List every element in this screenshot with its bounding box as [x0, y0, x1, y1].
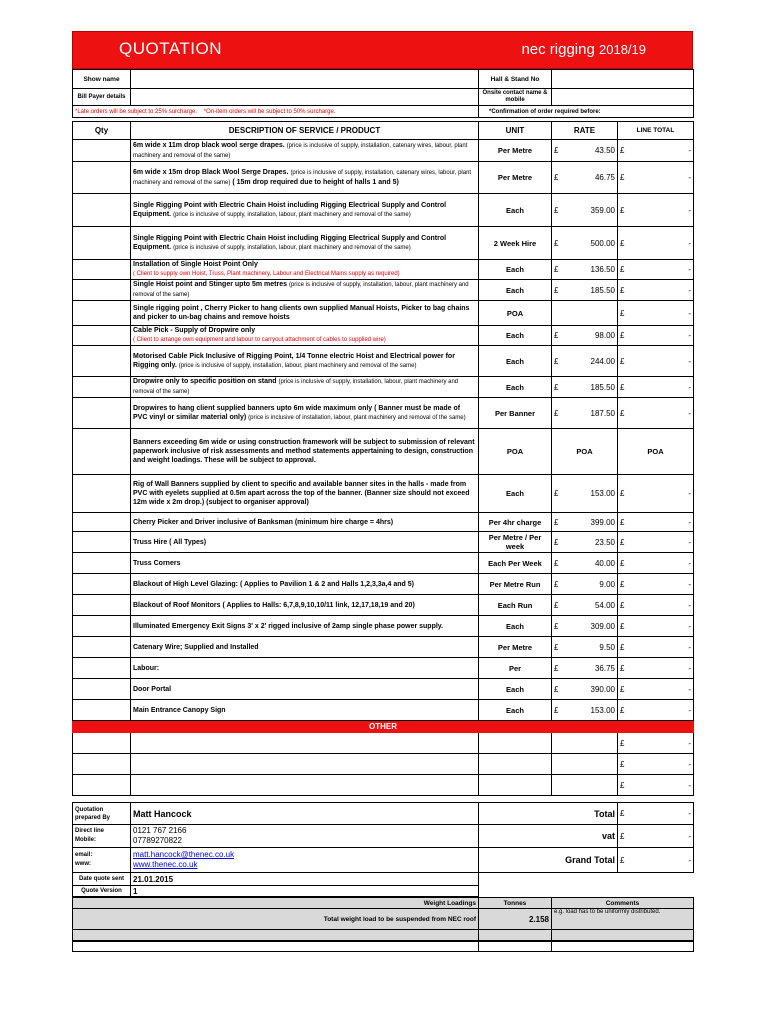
qty-cell[interactable]	[73, 553, 131, 574]
rate-cell[interactable]	[552, 775, 618, 796]
qty-cell[interactable]	[73, 162, 131, 194]
description-cell: Single rigging point , Cherry Picker to hang clients own supplied Manual Hoists, Picker to bag chains and picker to un-bag chains and remove hoists	[131, 301, 479, 326]
table-row	[73, 346, 694, 377]
unit-cell: POA	[479, 429, 552, 475]
qty-cell[interactable]	[73, 429, 131, 475]
unit-cell: Each Per Week	[479, 553, 552, 574]
tonnes-label: Tonnes	[479, 898, 552, 909]
total-weight-value: 2.158	[479, 909, 552, 930]
email-www-labels: email: www:	[73, 848, 131, 873]
description-cell[interactable]	[131, 754, 479, 775]
rate-cell: POA	[552, 429, 618, 475]
unit-cell[interactable]	[479, 733, 552, 754]
rate-cell	[552, 301, 618, 326]
rate-cell: £ 43.50	[552, 140, 618, 162]
description-cell: Installation of Single Hoist Point Only ( Client to supply own Hoist, Truss, Plant machinery, Labour and Electrical Mains supply as required)	[131, 260, 479, 280]
footer-table	[72, 802, 694, 897]
grand-total-value: £ -	[618, 848, 694, 873]
table-row	[73, 162, 694, 194]
col-rate: RATE	[552, 122, 618, 140]
qty-cell[interactable]	[73, 658, 131, 679]
qty-cell[interactable]	[73, 733, 131, 754]
title-banner	[72, 31, 693, 69]
onsite-contact-label: Onsite contact name & mobile	[479, 89, 552, 106]
rate-cell: £ 185.50	[552, 377, 618, 398]
qty-cell[interactable]	[73, 346, 131, 377]
qty-cell[interactable]	[73, 227, 131, 260]
bottom-spacer	[72, 941, 694, 952]
table-row	[73, 429, 694, 475]
rate-cell: £ 390.00	[552, 679, 618, 700]
total-weight-label: Total weight load to be suspended from NEC roof	[73, 909, 479, 930]
qty-cell[interactable]	[73, 194, 131, 227]
direct-line: 0121 767 2166	[133, 826, 187, 835]
table-row	[73, 637, 694, 658]
email-link[interactable]: matt.hancock@thenec.co.uk	[133, 850, 235, 859]
description-cell: Dropwires to hang client supplied banners upto 6m wide maximum only ( Banner must be made of PVC vinyl or similar material only) (price is inclusive of installation, labour, plant machinery and removal of the same)	[131, 398, 479, 429]
line-total-cell: £ -	[618, 637, 694, 658]
total-label: Total	[479, 803, 618, 825]
unit-cell: Each	[479, 326, 552, 346]
description-cell: Labour:	[131, 658, 479, 679]
qty-cell[interactable]	[73, 700, 131, 721]
line-total-cell: £ -	[618, 679, 694, 700]
grand-total-label: Grand Total	[479, 848, 618, 873]
line-total-cell: £ -	[618, 700, 694, 721]
year-label: 2018/19	[599, 42, 646, 57]
col-unit: UNIT	[479, 122, 552, 140]
prepared-by-value: Matt Hancock	[131, 803, 479, 825]
description-cell: 6m wide x 15m drop Black Wool Serge Drapes. (price is inclusive of supply, installation, catenary wires, labour, plant machinery and removal of the same) ( 15m drop required due to height of halls 1 and 5)	[131, 162, 479, 194]
description-cell: Cherry Picker and Driver inclusive of Banksman (minimum hire charge = 4hrs)	[131, 513, 479, 532]
table-row	[73, 326, 694, 346]
line-total-cell: £ -	[618, 377, 694, 398]
prepared-by-label: Quotation prepared By	[73, 803, 131, 825]
bill-payer-field[interactable]	[131, 89, 479, 106]
rate-cell: £ 187.50	[552, 398, 618, 429]
col-qty: Qty	[73, 122, 131, 140]
show-name-label: Show name	[73, 70, 131, 89]
description-cell: Dropwire only to specific position on stand (price is inclusive of supply, installation, labour, plant machinery and removal of the same)	[131, 377, 479, 398]
quotation-sheet	[72, 31, 693, 952]
unit-cell: 2 Week Hire	[479, 227, 552, 260]
qty-cell[interactable]	[73, 574, 131, 595]
page-title: QUOTATION	[119, 39, 223, 58]
description-cell: Door Portal	[131, 679, 479, 700]
description-cell: Single Rigging Point with Electric Chain Hoist including Rigging Electrical Supply and Control Equipment. (price is inclusive of supply, installation, labour, plant machinery and removal of the same)	[131, 227, 479, 260]
line-total-cell: £ -	[618, 280, 694, 301]
qty-cell[interactable]	[73, 398, 131, 429]
table-row	[73, 679, 694, 700]
item-rows	[73, 140, 694, 721]
qty-cell[interactable]	[73, 301, 131, 326]
hall-stand-label: Hall & Stand No	[479, 70, 552, 89]
line-total-cell: £ -	[618, 260, 694, 280]
rate-cell: £ 309.00	[552, 616, 618, 637]
qty-cell[interactable]	[73, 260, 131, 280]
unit-cell[interactable]	[479, 775, 552, 796]
qty-cell[interactable]	[73, 775, 131, 796]
rate-cell: £ 36.75	[552, 658, 618, 679]
line-total-cell: £ -	[618, 162, 694, 194]
unit-cell: Each	[479, 377, 552, 398]
unit-cell: POA	[479, 301, 552, 326]
line-total-cell: £ -	[618, 733, 694, 754]
description-cell: Motorised Cable Pick Inclusive of Rigging Point, 1/4 Tonne electric Hoist and Electrical power for Rigging only. (price is inclusive of supply, installation, labour, plant machinery and removal of the same)	[131, 346, 479, 377]
direct-mobile-values	[131, 825, 479, 848]
description-cell: Truss Corners	[131, 553, 479, 574]
line-total-cell: £ -	[618, 513, 694, 532]
rate-cell: £ 23.50	[552, 532, 618, 553]
rate-cell: £ 153.00	[552, 700, 618, 721]
table-row	[73, 574, 694, 595]
vat-label: vat	[479, 825, 618, 848]
line-total-cell: £ -	[618, 194, 694, 227]
line-total-cell: £ -	[618, 754, 694, 775]
vat-value: £ -	[618, 825, 694, 848]
show-name-field[interactable]	[131, 70, 479, 89]
unit-cell: Each Run	[479, 595, 552, 616]
col-desc: DESCRIPTION OF SERVICE / PRODUCT	[131, 122, 479, 140]
unit-cell: Each	[479, 260, 552, 280]
comments-value: e.g. load has to be uniformly distributed.	[552, 909, 694, 930]
description-cell: Rig of Wall Banners supplied by client to specific and available banner sites in the halls - made from PVC with eyelets supplied at 0.5m apart across the top of the banner. (Banner size should not exceed 12m wide x 2m drop.) (subject to organiser approval)	[131, 475, 479, 513]
description-cell: Catenary Wire; Supplied and Installed	[131, 637, 479, 658]
table-row	[73, 553, 694, 574]
rate-cell: £ 98.00	[552, 326, 618, 346]
table-row	[73, 301, 694, 326]
comments-label: Comments	[552, 898, 694, 909]
qty-cell[interactable]	[73, 513, 131, 532]
rate-cell: £ 359.00	[552, 194, 618, 227]
description-cell: Blackout of Roof Monitors ( Applies to Halls: 6,7,8,9,10,10/11 link, 12,17,18,19 and 20)	[131, 595, 479, 616]
table-row	[73, 700, 694, 721]
unit-cell: Per Metre	[479, 140, 552, 162]
description-cell: Main Entrance Canopy Sign	[131, 700, 479, 721]
line-total-cell: £ -	[618, 616, 694, 637]
other-row	[73, 775, 694, 796]
qty-cell[interactable]	[73, 140, 131, 162]
unit-cell: Per Metre / Per week	[479, 532, 552, 553]
table-row	[73, 616, 694, 637]
line-total-cell: £ -	[618, 574, 694, 595]
qty-cell[interactable]	[73, 475, 131, 513]
table-row	[73, 377, 694, 398]
table-row	[73, 194, 694, 227]
rate-cell: £ 40.00	[552, 553, 618, 574]
table-row	[73, 658, 694, 679]
line-total-cell: £ -	[618, 326, 694, 346]
line-total-cell: £ -	[618, 301, 694, 326]
weight-table	[72, 897, 694, 941]
surcharge-note: *Late orders will be subject to 25% surcharge. *On-item orders will be subject to 50% surcharge.	[73, 106, 479, 118]
description-cell: Cable Pick - Supply of Dropwire only ( Client to arrange own equipment and labour to carryout attachment of cables to supplied wire)	[131, 326, 479, 346]
unit-cell: Each	[479, 346, 552, 377]
qty-cell[interactable]	[73, 326, 131, 346]
line-total-cell: £ -	[618, 595, 694, 616]
description-cell: Banners exceeding 6m wide or using construction framework will be subject to submission of relevant paperwork inclusive of risk assessments and method statements appertaining to design, construction and weight loadings. These will be subject to approval.	[131, 429, 479, 475]
unit-cell: Per Metre	[479, 162, 552, 194]
email-www-values	[131, 848, 479, 873]
description-cell: Truss Hire ( All Types)	[131, 532, 479, 553]
description-cell[interactable]	[131, 733, 479, 754]
line-total-cell: £ -	[618, 398, 694, 429]
brand-title: nec rigging 2018/19	[521, 41, 646, 58]
info-table	[72, 69, 694, 118]
rate-cell[interactable]	[552, 733, 618, 754]
rate-cell: £ 46.75	[552, 162, 618, 194]
rate-cell: £ 244.00	[552, 346, 618, 377]
rate-cell: £ 399.00	[552, 513, 618, 532]
table-row	[73, 513, 694, 532]
unit-cell: Each	[479, 679, 552, 700]
table-row	[73, 140, 694, 162]
line-total-cell: £ -	[618, 553, 694, 574]
table-row	[73, 227, 694, 260]
col-total: LINE TOTAL	[618, 122, 694, 140]
unit-cell: Per Metre Run	[479, 574, 552, 595]
hall-stand-field[interactable]	[552, 70, 694, 89]
rate-cell: £ 9.00	[552, 574, 618, 595]
unit-cell: Each	[479, 280, 552, 301]
rate-cell: £ 500.00	[552, 227, 618, 260]
onsite-contact-field[interactable]	[552, 89, 694, 106]
unit-cell[interactable]	[479, 754, 552, 775]
line-total-cell: £ -	[618, 775, 694, 796]
qty-cell[interactable]	[73, 754, 131, 775]
other-row	[73, 754, 694, 775]
items-table	[72, 121, 694, 796]
qty-cell[interactable]	[73, 595, 131, 616]
other-row	[73, 733, 694, 754]
line-total-cell: £ -	[618, 227, 694, 260]
total-value: £ -	[618, 803, 694, 825]
description-cell: Single Hoist point and Stinger upto 5m metres (price is inclusive of supply, installation, labour, plant machinery and removal of the same)	[131, 280, 479, 301]
rate-cell: £ 153.00	[552, 475, 618, 513]
version-value: 1	[131, 886, 479, 897]
qty-cell[interactable]	[73, 679, 131, 700]
unit-cell: Per 4hr charge	[479, 513, 552, 532]
mobile-number: 07789270822	[133, 836, 182, 845]
date-label: Date quote sent	[73, 873, 131, 886]
unit-cell: Each	[479, 616, 552, 637]
table-row	[73, 260, 694, 280]
other-section-header: OTHER	[73, 721, 694, 733]
description-cell: Single Rigging Point with Electric Chain Hoist including Rigging Electrical Supply and Control Equipment. (price is inclusive of supply, installation, labour, plant machinery and removal of the same)	[131, 194, 479, 227]
rate-cell: £ 9.50	[552, 637, 618, 658]
table-row	[73, 532, 694, 553]
confirmation-note: *Confirmation of order required before:	[479, 106, 694, 118]
website-link[interactable]: www.thenec.co.uk	[133, 860, 198, 869]
description-cell: Illuminated Emergency Exit Signs 3' x 2' rigged inclusive of 2amp single phase power supply.	[131, 616, 479, 637]
qty-cell[interactable]	[73, 280, 131, 301]
qty-cell[interactable]	[73, 377, 131, 398]
line-total-cell: POA	[618, 429, 694, 475]
rate-cell: £ 136.50	[552, 260, 618, 280]
qty-cell[interactable]	[73, 637, 131, 658]
table-row	[73, 475, 694, 513]
unit-cell: Per	[479, 658, 552, 679]
description-cell[interactable]	[131, 775, 479, 796]
weight-loadings-label: Weight Loadings	[73, 898, 479, 909]
rate-cell[interactable]	[552, 754, 618, 775]
unit-cell: Per Banner	[479, 398, 552, 429]
qty-cell[interactable]	[73, 532, 131, 553]
unit-cell: Each	[479, 700, 552, 721]
version-label: Quote Version	[73, 886, 131, 897]
table-row	[73, 595, 694, 616]
other-rows	[73, 733, 694, 796]
qty-cell[interactable]	[73, 616, 131, 637]
line-total-cell: £ -	[618, 346, 694, 377]
unit-cell: Each	[479, 475, 552, 513]
unit-cell: Per Metre	[479, 637, 552, 658]
description-cell: 6m wide x 11m drop black wool serge drapes. (price is inclusive of supply, installation, catenary wires, labour, plant machinery and removal of the same)	[131, 140, 479, 162]
table-row	[73, 398, 694, 429]
bill-payer-label: Bill Payer details	[73, 89, 131, 106]
rate-cell: £ 185.50	[552, 280, 618, 301]
line-total-cell: £ -	[618, 475, 694, 513]
date-value: 21.01.2015	[131, 873, 479, 886]
line-total-cell: £ -	[618, 532, 694, 553]
description-cell: Blackout of High Level Glazing: ( Applies to Pavilion 1 & 2 and Halls 1,2,3,3a,4 and 5)	[131, 574, 479, 595]
line-total-cell: £ -	[618, 658, 694, 679]
rate-cell: £ 54.00	[552, 595, 618, 616]
line-total-cell: £ -	[618, 140, 694, 162]
direct-mobile-labels: Direct line Mobile:	[73, 825, 131, 848]
table-row	[73, 280, 694, 301]
unit-cell: Each	[479, 194, 552, 227]
